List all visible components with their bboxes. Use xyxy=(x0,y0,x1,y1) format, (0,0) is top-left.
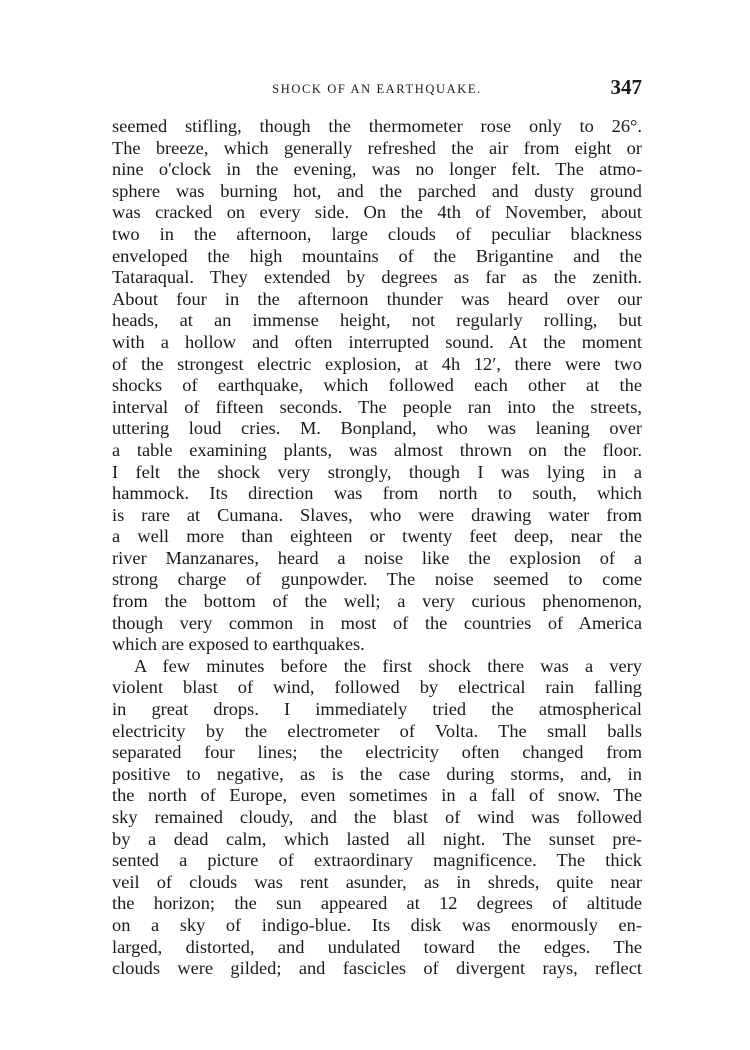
page-number: 347 xyxy=(610,75,642,99)
text-line: I felt the shock very strongly, though I was lying in a xyxy=(112,461,642,482)
text-line: though very common in most of the countries of America xyxy=(112,612,642,633)
text-line: a well more than eighteen or twenty feet deep, near the xyxy=(112,526,642,547)
text-line: veil of clouds was rent asunder, as in shreds, quite near xyxy=(112,871,642,892)
text-line: seemed stifling, though the thermometer rose only to 26°. xyxy=(112,116,642,136)
text-line: interval of fifteen seconds. The people ran into the streets, xyxy=(112,396,642,417)
text-line: a table examining plants, was almost thrown on the floor. xyxy=(112,439,642,460)
text-line: About four in the afternoon thunder was heard over our xyxy=(112,288,642,309)
text-line: clouds were gilded; and fascicles of divergent rays, reflect xyxy=(112,958,642,979)
text-line: two in the afternoon, large clouds of peculiar blackness xyxy=(112,223,642,244)
text-line: nine o'clock in the evening, was no longer felt. The atmo- xyxy=(112,159,642,180)
text-line: sphere was burning hot, and the parched and dusty ground xyxy=(112,180,642,201)
text-line: heads, at an immense height, not regularly rolling, but xyxy=(112,310,642,331)
text-line: sented a picture of extraordinary magnificence. The thick xyxy=(112,850,642,871)
text-line: river Manzanares, heard a noise like the explosion of a xyxy=(112,547,642,568)
text-line: was cracked on every side. On the 4th of November, about xyxy=(112,202,642,223)
text-line: separated four lines; the electricity often changed from xyxy=(112,742,642,763)
text-line: the north of Europe, even sometimes in a fall of snow. The xyxy=(112,785,642,806)
running-title: SHOCK OF AN EARTHQUAKE. xyxy=(272,82,482,96)
text-line: sky remained cloudy, and the blast of wind was followed xyxy=(112,807,642,827)
text-line: uttering loud cries. M. Bonpland, who was leaning over xyxy=(112,418,642,439)
text-line: enveloped the high mountains of the Brigantine and the xyxy=(112,245,642,266)
text-line: strong charge of gunpowder. The noise seemed to come xyxy=(112,569,642,590)
text-line: shocks of earthquake, which followed each other at the xyxy=(112,375,642,396)
text-line: by a dead calm, which lasted all night. The sunset pre- xyxy=(112,828,642,849)
text-line: A few minutes before the first shock there was a very xyxy=(134,655,642,676)
text-line: is rare at Cumana. Slaves, who were drawing water from xyxy=(112,504,642,525)
text-line: larged, distorted, and undulated toward the edges. The xyxy=(112,936,642,957)
text-line: electricity by the electrometer of Volta. The small balls xyxy=(112,720,642,741)
text-line: which are exposed to earthquakes. xyxy=(112,634,365,655)
text-line: the horizon; the sun appeared at 12 degrees of altitude xyxy=(112,893,642,914)
text-line: The breeze, which generally refreshed the air from eight or xyxy=(112,137,642,158)
text-line: with a hollow and often interrupted sound. At the moment xyxy=(112,331,642,352)
text-line: of the strongest electric explosion, at 4h 12′, there were two xyxy=(112,353,642,374)
text-line: in great drops. I immediately tried the atmospherical xyxy=(112,699,642,720)
text-line: Tataraqual. They extended by degrees as far as the zenith. xyxy=(112,267,642,288)
text-line: violent blast of wind, followed by electrical rain falling xyxy=(112,677,642,698)
text-line: on a sky of indigo-blue. Its disk was enormously en- xyxy=(112,914,642,935)
text-line: from the bottom of the well; a very curious phenomenon, xyxy=(112,591,642,612)
running-head xyxy=(112,76,642,102)
text-line: hammock. Its direction was from north to south, which xyxy=(112,483,642,504)
body-text xyxy=(112,116,642,980)
paragraph-2 xyxy=(112,656,642,980)
paragraph-1 xyxy=(112,116,642,656)
text-line: positive to negative, as is the case during storms, and, in xyxy=(112,763,642,784)
